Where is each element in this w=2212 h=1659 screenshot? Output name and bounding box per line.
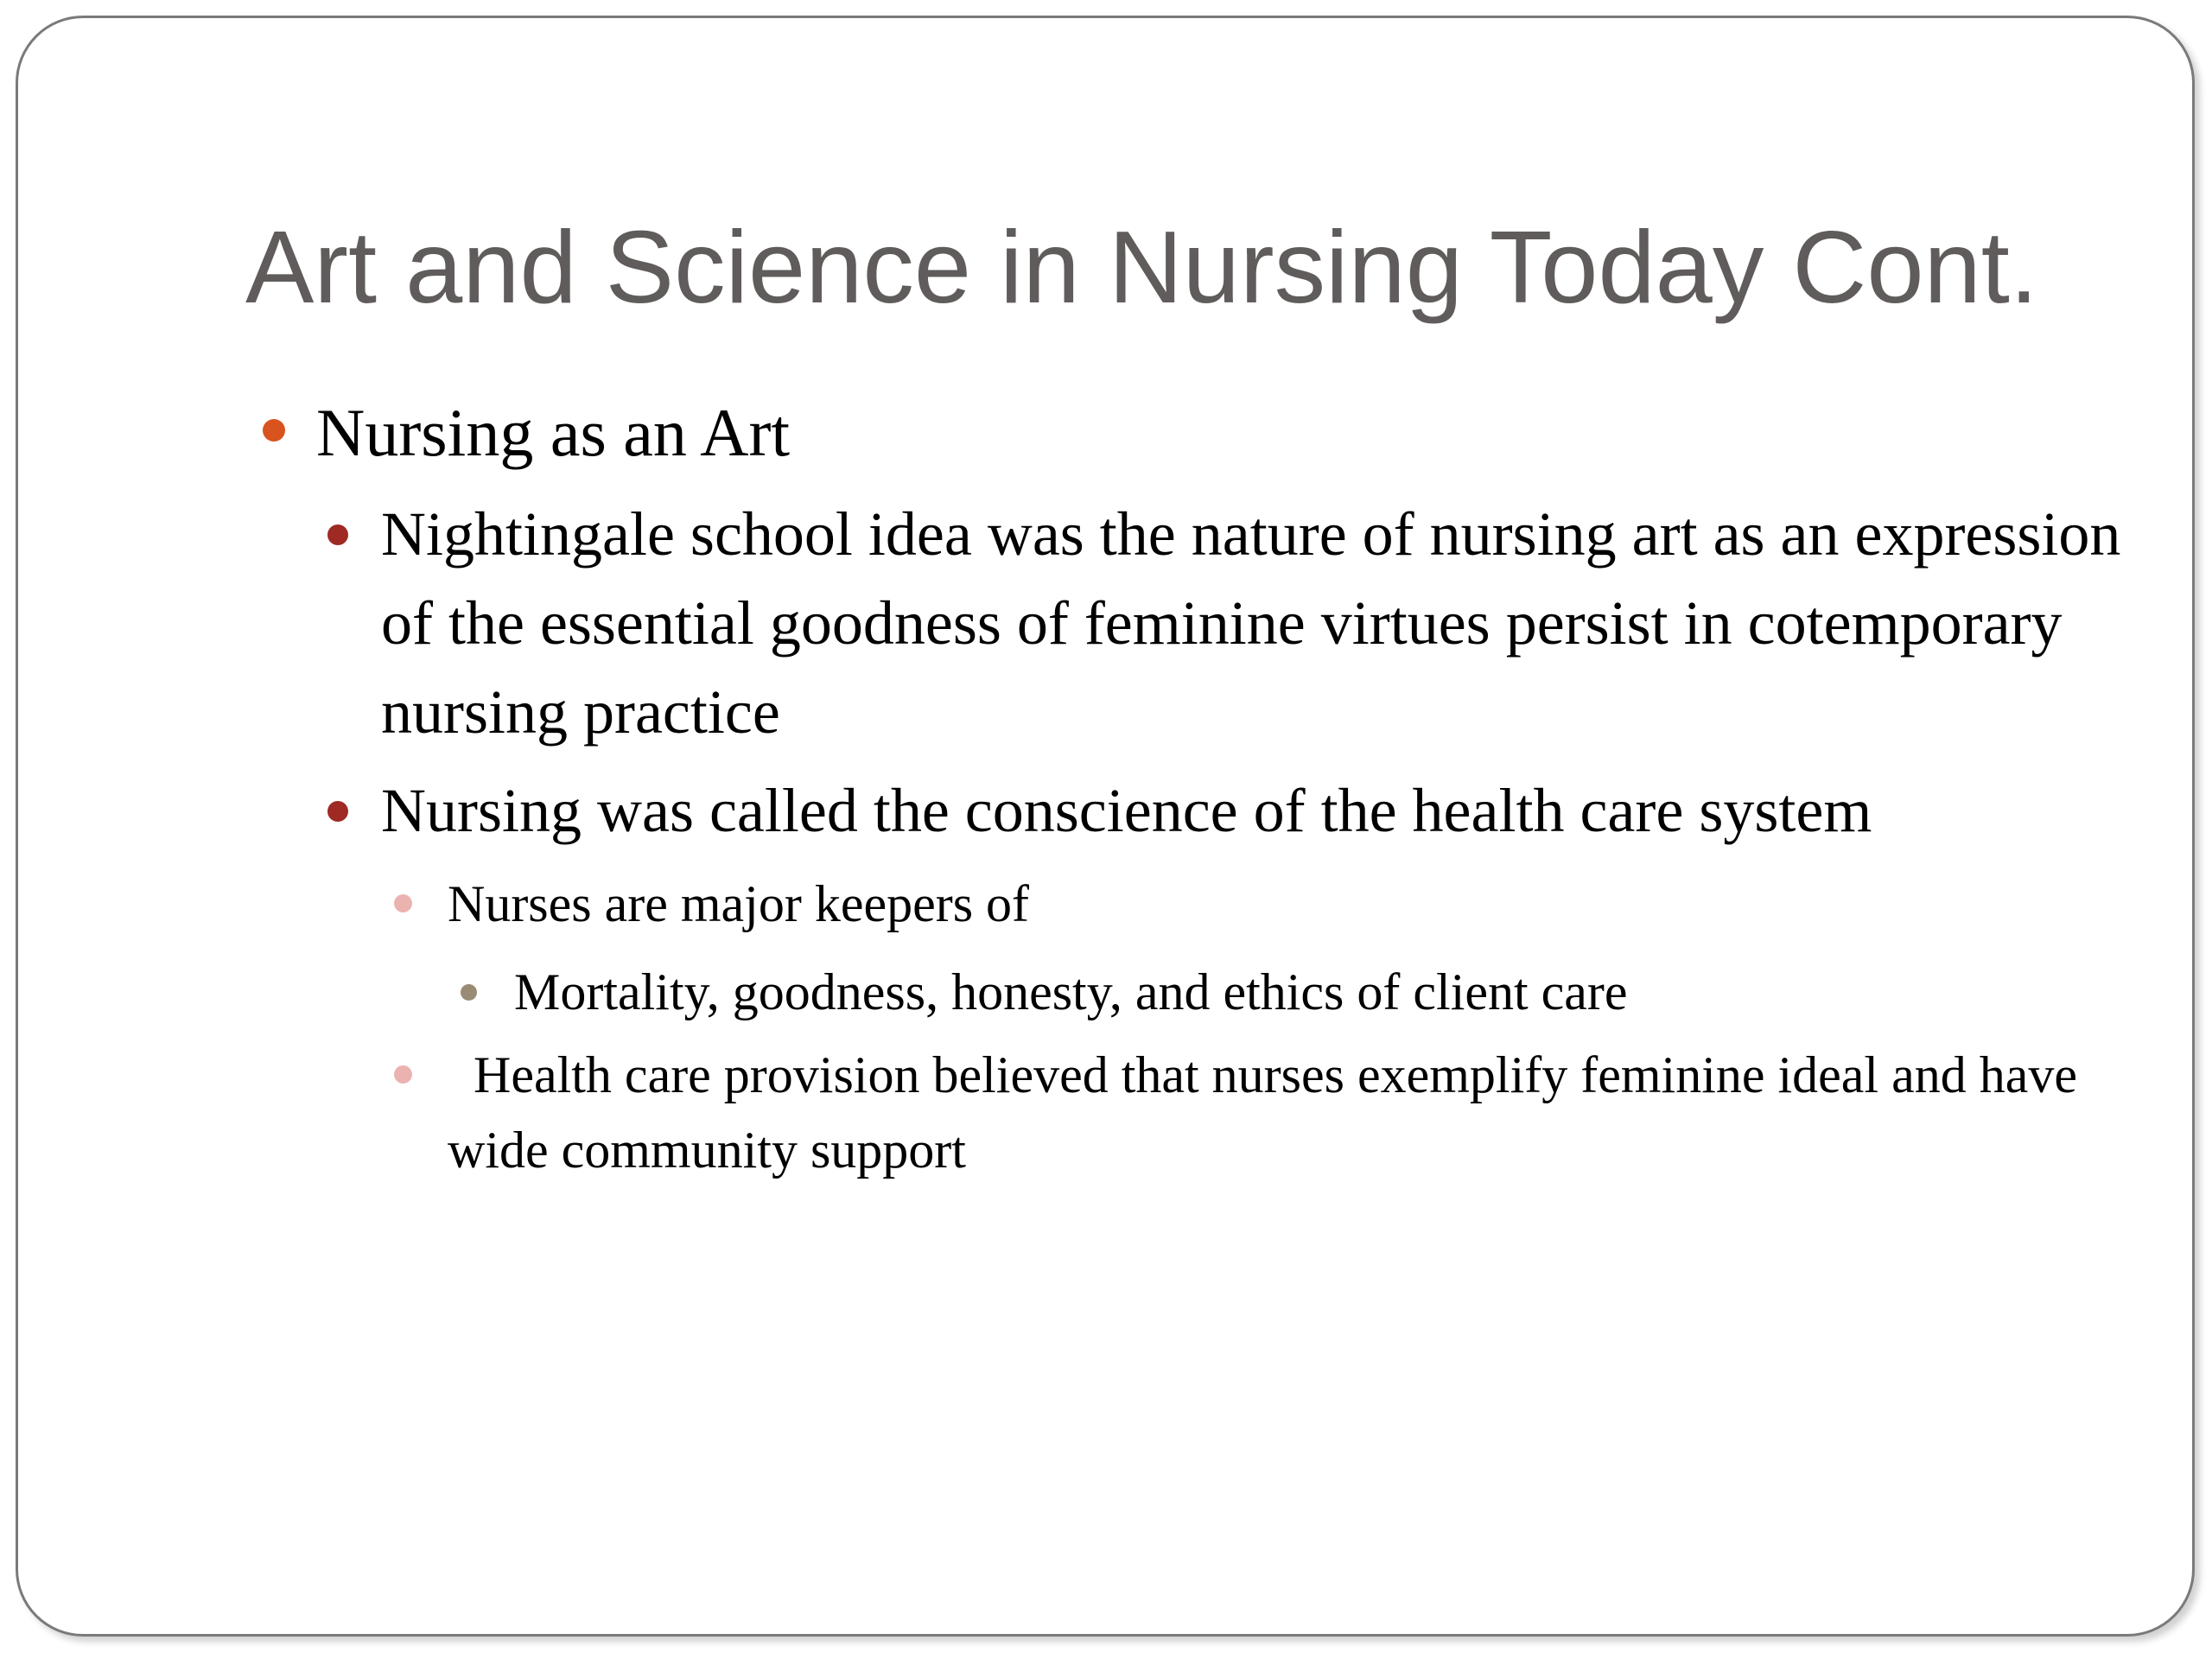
- bullet-text: Health care provision believed that nurses exemplify feminine ideal and have wide community support: [448, 1046, 2090, 1179]
- bullet-dot-icon: [394, 894, 412, 912]
- bullet-level2-nightingale: [381, 490, 2126, 757]
- bullet-dot-icon: [327, 524, 348, 545]
- slide-content: [18, 18, 2192, 1634]
- slide-frame: [16, 16, 2195, 1637]
- bullet-text: Nursing as an Art: [316, 395, 791, 470]
- bullet-text: Nightingale school idea was the nature of nursing art as an expression of the essential goodness of feminine virtues persist in cotemporary nursing practice: [381, 499, 2121, 747]
- bullet-dot-icon: [327, 801, 348, 822]
- bullet-level2-conscience: [381, 766, 2126, 855]
- bullet-text: Nurses are major keepers of: [448, 875, 1030, 932]
- bullet-level1-nursing-as-art: [316, 388, 2131, 478]
- bullet-dot-icon: [461, 984, 477, 1001]
- bullet-level3-health-care-provision: [448, 1038, 2124, 1188]
- bullet-level4-mortality: [514, 955, 2121, 1030]
- bullet-level3-keepers: [448, 867, 2124, 942]
- bullet-text: Nursing was called the conscience of the health care system: [381, 776, 1872, 845]
- bullet-dot-icon: [394, 1065, 412, 1084]
- bullet-text: Mortality, goodness, honesty, and ethics of client care: [514, 963, 1628, 1020]
- slide-title: Art and Science in Nursing Today Cont.: [245, 210, 2038, 325]
- bullet-dot-icon: [263, 419, 285, 442]
